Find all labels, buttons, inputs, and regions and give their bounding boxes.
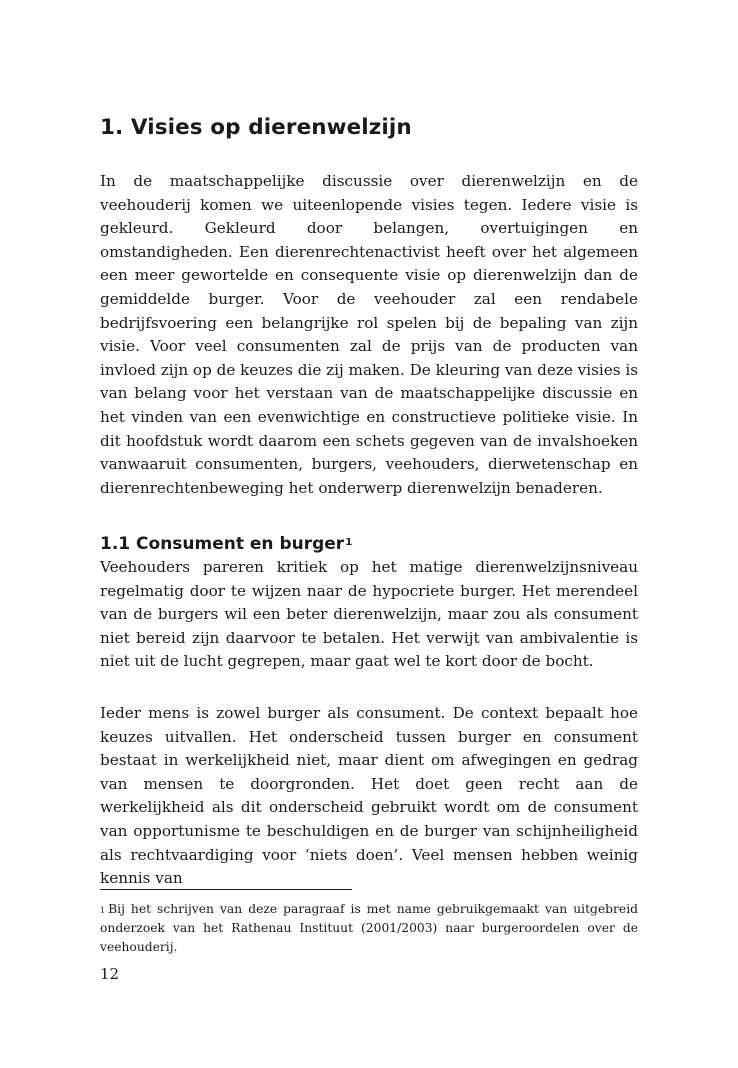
intro-paragraph-block xyxy=(100,170,638,500)
page-number: 12 xyxy=(100,965,120,983)
section-title-text: 1.1 Consument en burger xyxy=(100,534,345,554)
section-paragraph-block-1 xyxy=(100,556,638,674)
footnote-divider xyxy=(100,889,352,890)
intro-paragraph: In de maatschappelijke discussie over dierenwelzijn en de veehouderij komen we uiteenlopende visies tegen. Iedere visie is gekleurd. Gekleurd door belangen, overtuigingen en omstandigheden. Een dierenrechtenactivist heeft over het algemeen een meer gewortelde en consequente visie op dierenwelzijn dan de gemiddelde burger. Voor de veehouder zal een rendabele bedrijfsvoering een belangrijke rol spelen bij de bepaling van zijn visie. Voor veel consumenten zal de prijs van de producten van invloed zijn op de keuzes die zij maken. De kleuring van deze visies is van belang voor het verstaan van de maatschappelijke discussie en het vinden van een evenwichtige en constructieve politieke visie. In dit hoofdstuk wordt daarom een schets gegeven van de invalshoeken vanwaaruit consumenten, burgers, veehouders, dierwetenschap en dierenrechtenbeweging het onderwerp dierenwelzijn benaderen. xyxy=(100,172,639,497)
footnote-text: Bij het schrijven van deze paragraaf is met name gebruikgemaakt van uitgebreid onderzoek van het Rathenau Instituut (2001/2003) naar burgeroordelen over de veehouderij. xyxy=(100,902,638,954)
section-paragraph-block-2 xyxy=(100,702,638,891)
chapter-title: 1. Visies op dierenwelzijn xyxy=(100,115,412,140)
footnote-reference: 1 xyxy=(345,537,353,548)
section-paragraph: Ieder mens is zowel burger als consument. De context bepaalt hoe keuzes uitvallen. Het onderscheid tussen burger en consument bestaat in werkelijkheid niet, maar dient om afwegingen en gedrag van mensen te doorgronden. Het doet geen recht aan de werkelijkheid als dit onderscheid gebruikt wordt om de consument van opportunisme te beschuldigen en de burger van schijnheiligheid als rechtvaardiging voor ‘niets doen’. Veel mensen hebben weinig kennis van xyxy=(100,704,638,888)
footnote xyxy=(100,900,638,957)
footnote-marker: 1 xyxy=(100,906,106,915)
section-heading xyxy=(100,531,638,557)
section-paragraph: Veehouders pareren kritiek op het matige dierenwelzijnsniveau regelmatig door te wijzen naar de hypocriete burger. Het merendeel van de burgers wil een beter dierenwelzijn, maar zou als consument niet bereid zijn daarvoor te betalen. Het verwijt van ambivalentie is niet uit de lucht gegrepen, maar gaat wel te kort door de bocht. xyxy=(100,558,638,671)
